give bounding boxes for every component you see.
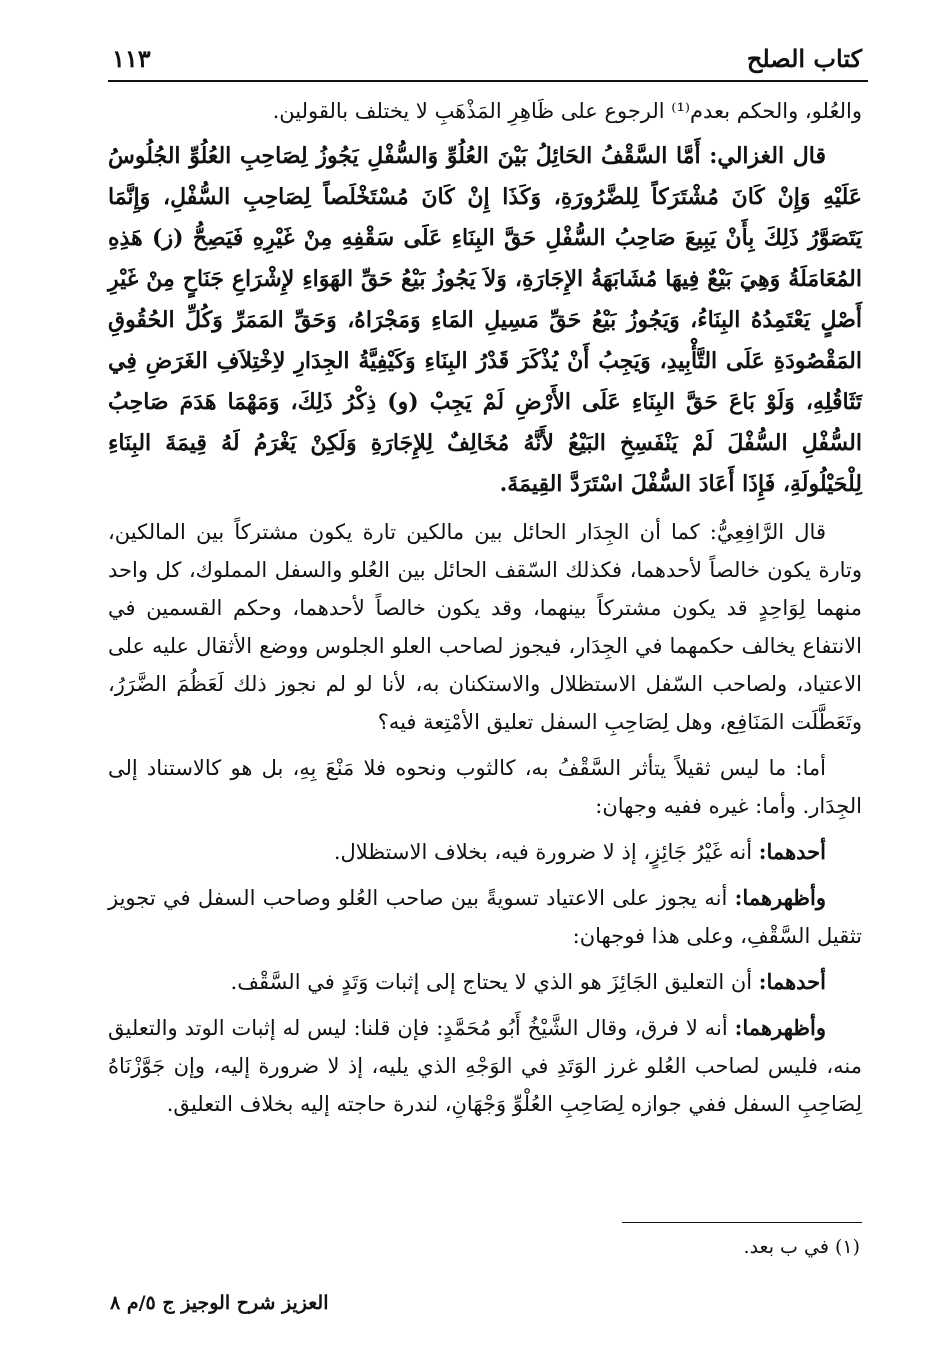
- paragraph-ama: أما: ما ليس ثقيلاً يتأثر السَّقْفُ به، كالثوب ونحوه فلا مَنْعَ بِهِ، بل هو كالاستناد إلى الجِدَار. وأما: غيره ففيه وجهان:: [108, 756, 862, 818]
- paragraph-lead: أحدهما:: [758, 839, 826, 864]
- paragraph-preferred-subview: [108, 1009, 862, 1123]
- footnote-rule: [622, 1222, 862, 1223]
- paragraph-preferred-view: [108, 879, 862, 955]
- paragraph-first-subview: [108, 963, 862, 1001]
- paragraph-first-view: [108, 833, 862, 871]
- chapter-title: كتاب الصلح: [746, 44, 862, 73]
- paragraph-text: أنه لا فرق، وقال الشَّيْخُ أَبُو مُحَمَّدٍ: فإن قلنا: ليس له إثبات الوتد والتعليق منه، فليس لصاحب العُلو غرز الوَتَدِ في الوَجْهِ الذي يليه، إذ لا ضرورة إليه، وإن جَوَّزْنَاهُ لِصَاحِبِ السفل ففي جوازه لِصَاحِبِ العُلْوِّ وَجْهَانِ، لندرة حاجته إليه بخلاف التعليق.: [108, 1016, 862, 1116]
- paragraph-text: أنه غَيْرُ جَائِزٍ، إذ لا ضرورة فيه، بخلاف الاستظلال.: [333, 840, 759, 864]
- running-header: [112, 38, 862, 78]
- paragraph-rafii: قال الرَّافِعِيُّ: كما أن الجِدَار الحائل بين مالكين تارة يكون مشتركاً بين المالكين، وتارة يكون خالصاً لأحدهما، فكذلك السّقف الحائل بين العُلو والسفل المملوك، كل واحد منهما لِوَاحِدٍ قد يكون مشتركاً بينهما، وقد يكون خالصاً لأحدهما، وحكم القسمين في الانتفاع يخالف حكمهما في الجِدَار، فيجوز لصاحب العلو الجلوس ووضع الأثقال عليه على الاعتياد، ولصاحب السّفل الاستظلال والاستكنان به، لأنا لو لم نجوز ذلك لَعَظُمَ الضَّرَرُ، وتَعَطَّلَت المَنَافِع، وهل لِصَاحِبِ السفل تعليق الأمْتِعة فيه؟: [108, 520, 862, 734]
- paragraph-continuation: والعُلو، والحكم بعدم⁽¹⁾ الرجوع على ظَاهِرِ المَذْهَبِ لا يختلف بالقولين.: [272, 99, 862, 123]
- footnote: (١) في ب بعد.: [743, 1236, 860, 1258]
- paragraph-ghazali: قال الغزالي: أَمَّا السَّقْفُ الحَائِلُ بَيْنَ العُلُوِّ وَالسُّفْلِ يَجُوزُ لِصَاحِبِ العُلُوِّ الجُلُوسُ عَلَيْهِ وَإِنْ كَانَ مُشْتَرَكاً لِلضَّرُورَةِ، وَكَذَا إِنْ كَانَ مُسْتَخْلَصاً لِصَاحِبِ السُّفْلِ، وَإِنَّمَا يَتَصَوَّرُ ذَلِكَ بِأَنْ يَبِيعَ صَاحِبُ السُّفْلِ حَقَّ البِنَاءِ عَلَى سَقْفِهِ مِنْ غَيْرِهِ فَيَصِحُّ (ز) هَذِهِ المُعَامَلَةُ وَهِيَ بَيْعٌ فِيهَا مُشَابَهَةُ الإِجَارَةِ، وَلاَ يَجُوزُ بَيْعُ حَقِّ الهَوَاءِ لإِشْرَاعِ جَنَاحٍ مِنْ غَيْرِ أَصْلٍ يَعْتَمِدُهُ البِنَاءُ، وَيَجُوزُ بَيْعُ حَقِّ مَسِيلِ المَاءِ وَمَجْرَاهُ، وَحَقِّ المَمَرِّ وَكُلِّ الحُقُوقِ المَقْصُودَةِ عَلَى التَّأْبِيدِ، وَيَجِبُ أَنْ يُذْكَرَ قَدْرُ البِنَاءِ وَكَيْفِيَّةُ الجِدَارِ لاِخْتِلاَفِ الغَرَضِ فِي تَثَاقُلِهِ، وَلَوْ بَاعَ حَقَّ البِنَاءِ عَلَى الأَرْضِ لَمْ يَجِبْ (و) ذِكْرُ ذَلِكَ، وَمَهْمَا هَدَمَ صَاحِبُ السُّفْلِ السُّفْلَ لَمْ يَنْفَسِخِ البَيْعُ لأَنَّهُ مُخَالِفٌ لِلإِجَارَةِ وَلَكِنْ يَغْرَمُ لَهُ قِيمَةَ البِنَاءِ لِلْحَيْلُولَةِ، فَإِذَا أَعَادَ السُّفْلَ اسْتَرَدَّ القِيمَةَ.: [108, 143, 862, 497]
- page-body: [108, 92, 862, 1131]
- header-rule: [108, 80, 868, 82]
- paragraph-lead: وأظهرهما:: [734, 885, 826, 910]
- paragraph-lead: وأظهرهما:: [734, 1015, 826, 1040]
- footer-signature: العزيز شرح الوجيز ج ٥/م ٨: [110, 1292, 329, 1314]
- paragraph-lead: أحدهما:: [758, 969, 826, 994]
- page-number: ١١٣: [112, 44, 151, 73]
- paragraph-text: أنه يجوز على الاعتياد تسويةً بين صاحب العُلو وصاحب السفل في تجويز تثقيل السَّقْفِ، وعلى هذا فوجهان:: [108, 886, 862, 948]
- paragraph-text: أن التعليق الجَائِزَ هو الذي لا يحتاج إلى إثبات وَتَدٍ في السَّقْف.: [230, 970, 759, 994]
